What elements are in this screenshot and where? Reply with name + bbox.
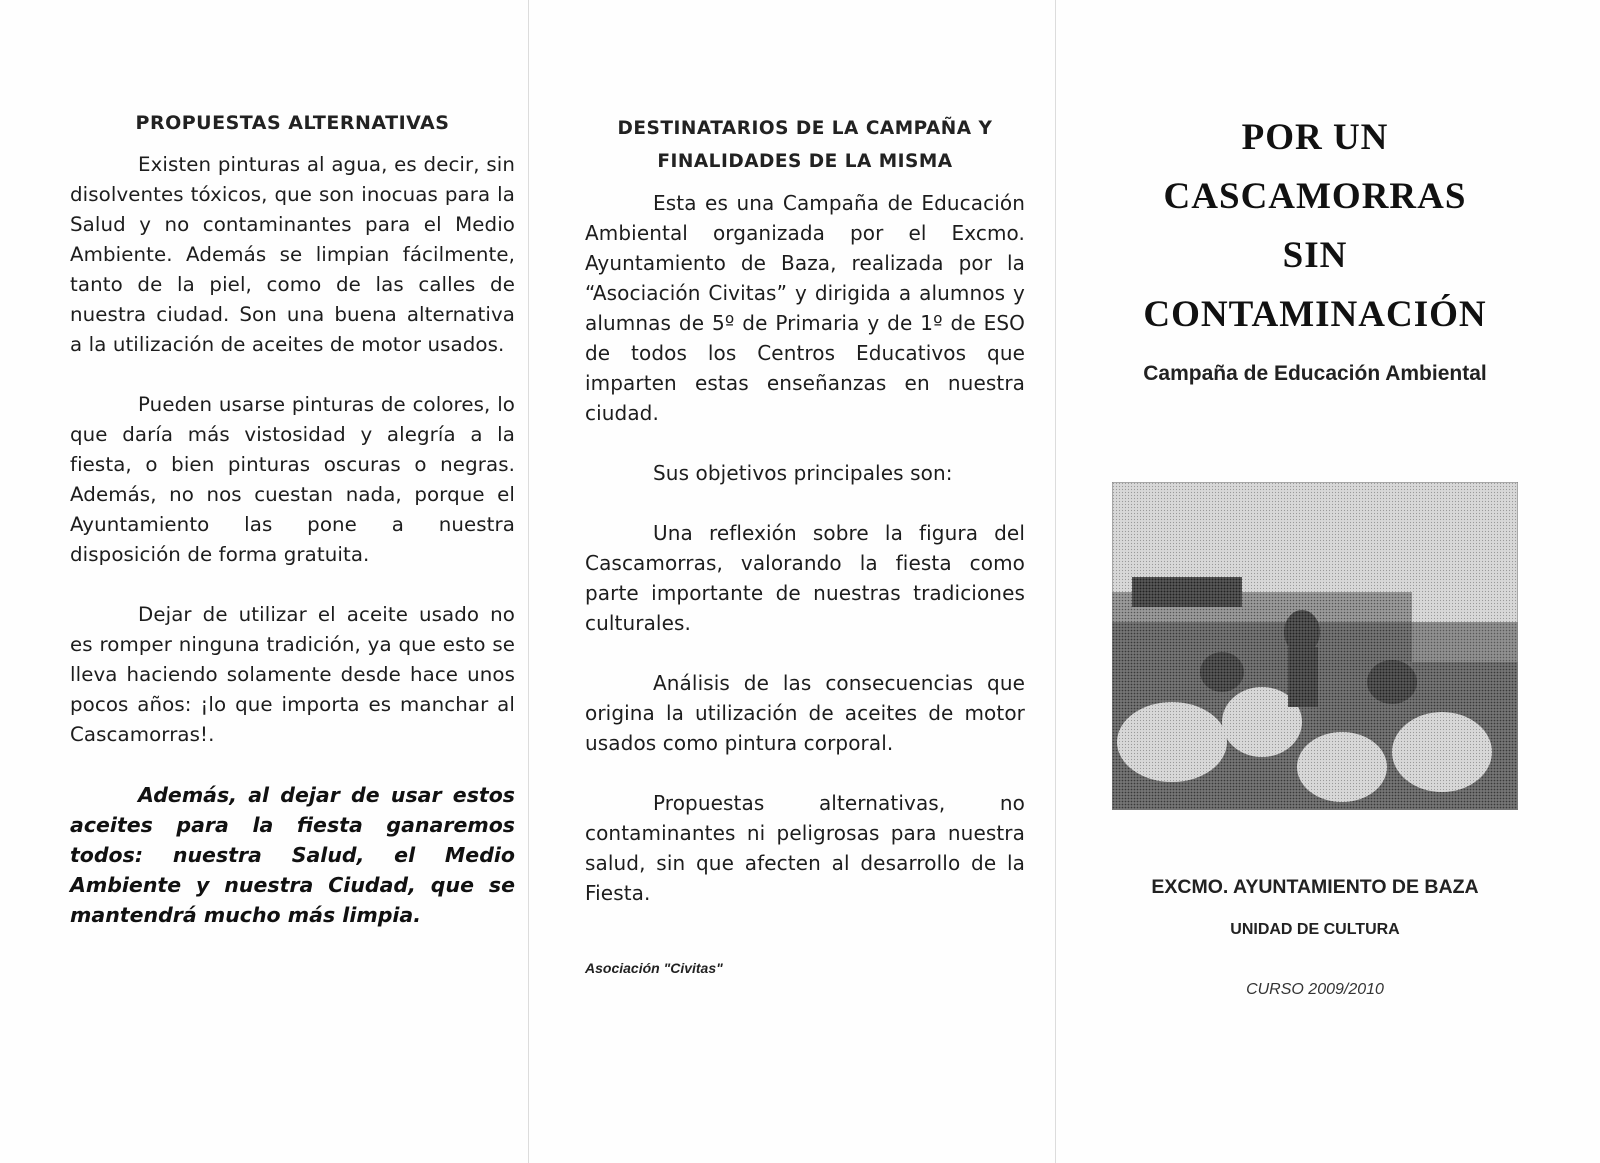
middle-heading-line2: FINALIDADES DE LA MISMA — [657, 151, 953, 172]
fold-line-left — [528, 0, 529, 1163]
objective-item: Una reflexión sobre la figura del Cascamorras, valorando la fiesta como parte importante de nuestras tradiciones culturales. — [585, 521, 1025, 635]
left-paragraph: Pueden usarse pinturas de colores, lo que daría más vistosidad y alegría a la fiesta, o bien pinturas oscuras o negras. Además, no nos cuestan nada, porque el Ayuntamiento las pone a nuestra disposición de forma gratuita. — [70, 393, 515, 566]
campaign-subtitle: Campaña de Educación Ambiental — [1143, 362, 1487, 385]
middle-intro: Esta es una Campaña de Educación Ambiental organizada por el Excmo. Ayuntamiento de Baza, realizada por la “Asociación Civitas” y dirigida a alumnos y alumnas de 5º de Primaria y de 1º de ESO de todos los Centros Educativos que imparten estas enseñanzas en nuestra ciudad. — [585, 191, 1025, 425]
objectives-intro: Sus objetivos principales son: — [653, 461, 953, 485]
organization-name: EXCMO. AYUNTAMIENTO DE BAZA — [1151, 876, 1479, 898]
festival-crowd-photo — [1112, 482, 1518, 810]
fold-line-right — [1055, 0, 1056, 1163]
title-line: POR UN — [1241, 117, 1389, 158]
title-line: SIN — [1282, 235, 1348, 276]
title-line: CASCAMORRAS — [1163, 176, 1467, 217]
middle-heading-line1: DESTINATARIOS DE LA CAMPAÑA Y — [617, 118, 993, 139]
left-paragraph: Existen pinturas al agua, es decir, sin disolventes tóxicos, que son inocuas para la Salud y no contaminantes para el Medio Ambiente. Además se limpian fácilmente, tanto de la piel, como de las calles de nuestra ciudad. Son una buena alternativa a la utilización de aceites de motor usados. — [70, 153, 515, 356]
objective-item: Análisis de las consecuencias que origina la utilización de aceites de motor usados como pintura corporal. — [585, 671, 1025, 755]
left-closing-statement: Además, al dejar de usar estos aceites para la fiesta ganaremos todos: nuestra Salud, el Medio Ambiente y nuestra Ciudad, que se mantendrá mucho más limpia. — [70, 783, 515, 927]
middle-heading — [585, 112, 1025, 178]
course-year: CURSO 2009/2010 — [1246, 981, 1384, 998]
association-signature: Asociación "Civitas" — [585, 960, 723, 976]
objective-item: Propuestas alternativas, no contaminantes ni peligrosas para nuestra salud, sin que afecten al desarrollo de la Fiesta. — [585, 791, 1025, 905]
organization-unit: UNIDAD DE CULTURA — [1230, 921, 1400, 938]
cover-panel — [1085, 0, 1545, 999]
middle-panel — [585, 0, 1025, 976]
title-line: CONTAMINACIÓN — [1143, 294, 1487, 335]
left-heading: PROPUESTAS ALTERNATIVAS — [135, 112, 450, 134]
left-panel — [70, 0, 515, 930]
left-paragraph: Dejar de utilizar el aceite usado no es romper ninguna tradición, ya que esto se lleva haciendo solamente desde hace unos pocos años: ¡lo que importa es manchar al Cascamorras!. — [70, 603, 515, 746]
